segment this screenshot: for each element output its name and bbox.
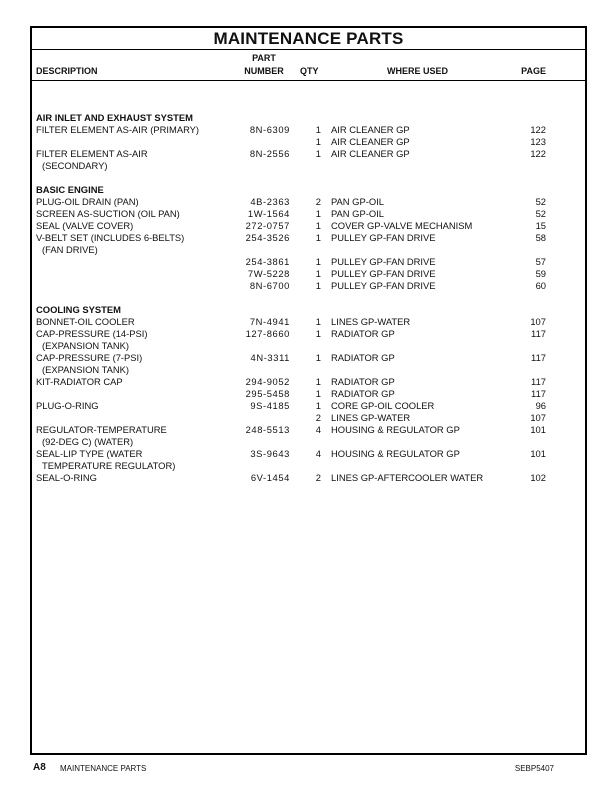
where-used-cell: LINES GP-WATER — [331, 316, 411, 327]
where-used-cell: RADIATOR GP — [331, 328, 395, 339]
qty-cell: 1 — [315, 208, 321, 219]
table-row — [32, 448, 585, 460]
part-number-cell: 8N-6309 — [249, 124, 290, 135]
where-used-cell: PULLEY GP-FAN DRIVE — [331, 232, 436, 243]
table-row — [32, 256, 585, 268]
qty-cell: 1 — [315, 256, 321, 267]
description-cell — [36, 460, 175, 472]
description-cell: SEAL-LIP TYPE (WATER — [36, 448, 143, 459]
part-number-cell: 272-0757 — [245, 220, 290, 231]
footer-page-id: A8 — [33, 762, 46, 773]
table-row — [32, 280, 585, 292]
qty-cell: 1 — [315, 388, 321, 399]
qty-cell: 2 — [315, 472, 321, 483]
description-cell: SEAL-O-RING — [36, 472, 97, 483]
page-cell: 117 — [531, 376, 546, 387]
part-number-cell: 4N-3311 — [250, 352, 290, 363]
page-cell: 107 — [530, 316, 546, 327]
description-cell — [36, 364, 129, 376]
table-row — [32, 460, 585, 472]
page-cell: 101 — [530, 448, 546, 459]
table-row — [32, 244, 585, 256]
description-continuation: (EXPANSION TANK) — [42, 340, 129, 351]
table-row — [32, 340, 585, 352]
qty-cell: 2 — [315, 196, 321, 207]
description-cell: SEAL (VALVE COVER) — [36, 220, 134, 231]
qty-cell: 1 — [315, 148, 321, 159]
page-cell: 117 — [531, 388, 546, 399]
description-cell: REGULATOR-TEMPERATURE — [36, 424, 167, 435]
page-title: MAINTENANCE PARTS — [213, 29, 404, 48]
description-cell: CAP-PRESSURE (14-PSI) — [36, 328, 148, 339]
page-cell: 57 — [535, 256, 546, 267]
section-gap — [32, 292, 585, 304]
part-number-cell: 4B-2363 — [250, 196, 290, 207]
page-cell: 52 — [535, 196, 546, 207]
where-used-cell: RADIATOR GP — [331, 376, 395, 387]
where-used-cell: COVER GP-VALVE MECHANISM — [331, 220, 473, 231]
table-row — [32, 208, 585, 220]
table-row — [32, 196, 585, 208]
qty-cell: 2 — [315, 412, 321, 423]
part-number-cell: 295-5458 — [245, 388, 290, 399]
page-cell: 52 — [535, 208, 546, 219]
page-cell: 122 — [530, 124, 546, 135]
where-used-cell: LINES GP-AFTERCOOLER WATER — [331, 472, 484, 483]
description-cell: FILTER ELEMENT AS-AIR (PRIMARY) — [36, 124, 200, 135]
description-cell: PLUG-O-RING — [36, 400, 99, 411]
table-row — [32, 376, 585, 388]
page-cell: 122 — [530, 148, 546, 159]
qty-cell: 1 — [315, 232, 321, 243]
qty-cell: 1 — [315, 136, 321, 147]
header-description: DESCRIPTION — [36, 66, 98, 76]
description-cell: KIT-RADIATOR CAP — [36, 376, 123, 387]
qty-cell: 1 — [315, 328, 321, 339]
header-where-used: WHERE USED — [387, 66, 449, 76]
where-used-cell: PULLEY GP-FAN DRIVE — [331, 256, 436, 267]
part-number-cell: 254-3526 — [245, 232, 290, 243]
description-cell: BONNET-OIL COOLER — [36, 316, 135, 327]
description-continuation: (SECONDARY) — [42, 160, 108, 171]
description-continuation: (FAN DRIVE) — [42, 244, 98, 255]
section-heading: BASIC ENGINE — [36, 184, 104, 195]
page-cell: 117 — [531, 352, 546, 363]
part-number-cell: 8N-6700 — [249, 280, 290, 291]
description-cell — [36, 340, 129, 352]
table-row — [32, 220, 585, 232]
page-cell: 15 — [535, 220, 546, 231]
part-number-cell: 9S-4185 — [250, 400, 290, 411]
qty-cell: 1 — [315, 376, 321, 387]
where-used-cell: RADIATOR GP — [331, 352, 395, 363]
part-number-cell: 127-8660 — [245, 328, 290, 339]
where-used-cell: PAN GP-OIL — [331, 196, 384, 207]
qty-cell: 1 — [315, 220, 321, 231]
table-row — [32, 364, 585, 376]
qty-cell: 1 — [315, 400, 321, 411]
parts-table-frame — [30, 26, 587, 755]
part-number-cell: 294-9052 — [245, 376, 290, 387]
description-continuation: TEMPERATURE REGULATOR) — [42, 460, 176, 471]
description-cell — [36, 160, 107, 172]
page-cell: 101 — [530, 424, 546, 435]
description-cell — [36, 244, 98, 256]
table-row — [32, 232, 585, 244]
part-number-cell: 1W-1564 — [247, 208, 290, 219]
header-divider — [32, 80, 585, 81]
where-used-cell: AIR CLEANER GP — [331, 148, 410, 159]
where-used-cell: LINES GP-WATER — [331, 412, 411, 423]
part-number-cell: 7W-5228 — [247, 268, 290, 279]
part-number-cell: 248-5513 — [245, 424, 290, 435]
header-part-line1: PART — [252, 53, 276, 63]
section-heading: AIR INLET AND EXHAUST SYSTEM — [36, 112, 193, 123]
page-cell: 107 — [530, 412, 546, 423]
qty-cell: 4 — [315, 448, 321, 459]
table-row — [32, 436, 585, 448]
part-number-cell: 7N-4941 — [249, 316, 290, 327]
page-cell: 123 — [530, 136, 546, 147]
table-row — [32, 316, 585, 328]
table-row — [32, 328, 585, 340]
parts-table-body — [32, 112, 585, 484]
table-row — [32, 352, 585, 364]
description-cell: SCREEN AS-SUCTION (OIL PAN) — [36, 208, 180, 219]
where-used-cell: HOUSING & REGULATOR GP — [331, 424, 460, 435]
qty-cell: 1 — [315, 268, 321, 279]
where-used-cell: PULLEY GP-FAN DRIVE — [331, 280, 436, 291]
table-row — [32, 148, 585, 160]
page-cell: 102 — [530, 472, 546, 483]
description-cell — [36, 436, 133, 448]
description-continuation: (92-DEG C) (WATER) — [42, 436, 134, 447]
page-cell: 59 — [535, 268, 546, 279]
page-cell: 60 — [535, 280, 546, 291]
title-divider — [32, 49, 585, 50]
qty-cell: 1 — [315, 316, 321, 327]
section-heading: COOLING SYSTEM — [36, 304, 121, 315]
page-cell: 117 — [531, 328, 546, 339]
table-row — [32, 388, 585, 400]
part-number-cell: 3S-9643 — [250, 448, 290, 459]
part-number-cell: 254-3861 — [245, 256, 290, 267]
where-used-cell: RADIATOR GP — [331, 388, 395, 399]
table-row — [32, 160, 585, 172]
qty-cell: 1 — [315, 124, 321, 135]
footer-doc-number: SEBP5407 — [514, 764, 554, 773]
description-cell: FILTER ELEMENT AS-AIR — [36, 148, 148, 159]
description-cell: CAP-PRESSURE (7-PSI) — [36, 352, 143, 363]
where-used-cell: AIR CLEANER GP — [331, 124, 410, 135]
where-used-cell: PULLEY GP-FAN DRIVE — [331, 268, 436, 279]
page-cell: 58 — [535, 232, 546, 243]
table-row — [32, 268, 585, 280]
table-row — [32, 136, 585, 148]
header-qty: QTY — [300, 66, 319, 76]
header-page: PAGE — [521, 66, 546, 76]
description-continuation: (EXPANSION TANK) — [42, 364, 129, 375]
footer-label: MAINTENANCE PARTS — [60, 764, 147, 773]
table-row — [32, 472, 585, 484]
table-row — [32, 424, 585, 436]
part-number-cell: 6V-1454 — [250, 472, 290, 483]
qty-cell: 1 — [315, 352, 321, 363]
table-row — [32, 412, 585, 424]
qty-cell: 1 — [315, 280, 321, 291]
table-row — [32, 400, 585, 412]
section-gap — [32, 172, 585, 184]
description-cell: PLUG-OIL DRAIN (PAN) — [36, 196, 139, 207]
description-cell: V-BELT SET (INCLUDES 6-BELTS) — [36, 232, 185, 243]
where-used-cell: HOUSING & REGULATOR GP — [331, 448, 460, 459]
where-used-cell: PAN GP-OIL — [331, 208, 384, 219]
where-used-cell: CORE GP-OIL COOLER — [331, 400, 435, 411]
part-number-cell: 8N-2556 — [249, 148, 290, 159]
where-used-cell: AIR CLEANER GP — [331, 136, 410, 147]
qty-cell: 4 — [315, 424, 321, 435]
page-cell: 96 — [535, 400, 546, 411]
table-row — [32, 124, 585, 136]
header-part-line2: NUMBER — [244, 66, 284, 76]
